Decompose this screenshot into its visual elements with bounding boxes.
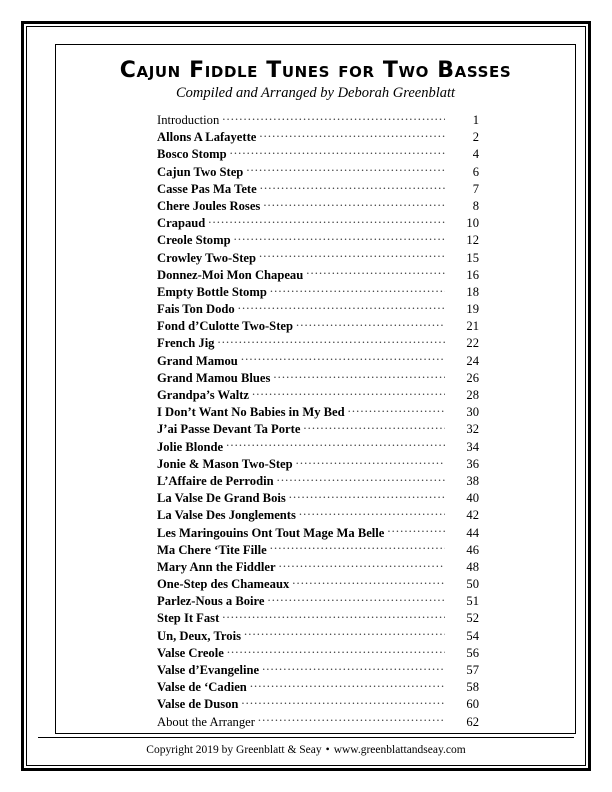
toc-leader-dots	[259, 129, 445, 141]
toc-entry-page-number: 15	[466, 250, 479, 265]
toc-entry[interactable]	[157, 129, 479, 146]
toc-entry-page-number: 22	[466, 336, 479, 351]
toc-entry-title: Empty Bottle Stomp	[157, 284, 267, 299]
toc-entry-title: French Jig	[157, 336, 215, 351]
table-of-contents	[157, 112, 479, 731]
toc-leader-dots	[208, 215, 445, 227]
toc-entry[interactable]	[157, 456, 479, 473]
toc-entry-title: Step It Fast	[157, 611, 220, 626]
toc-entry-title: Donnez-Moi Mon Chapeau	[157, 267, 304, 282]
toc-leader-dots	[303, 421, 445, 433]
toc-leader-dots	[277, 473, 445, 485]
toc-entry-page-number: 54	[466, 628, 479, 643]
toc-entry-title: Valse Creole	[157, 645, 224, 660]
toc-entry[interactable]	[157, 490, 479, 507]
toc-entry-title: Parlez-Nous a Boire	[157, 594, 265, 609]
toc-leader-dots	[234, 232, 445, 244]
toc-entry-title: Crowley Two-Step	[157, 250, 256, 265]
toc-entry[interactable]	[157, 198, 479, 215]
toc-entry-title: L’Affaire de Perrodin	[157, 473, 274, 488]
toc-entry-page-number: 8	[472, 198, 479, 213]
toc-entry-page-number: 6	[472, 164, 479, 179]
toc-entry[interactable]	[157, 301, 479, 318]
toc-entry-title: Un, Deux, Trois	[157, 628, 241, 643]
toc-leader-dots	[230, 146, 445, 158]
toc-entry[interactable]	[157, 628, 479, 645]
toc-leader-dots	[258, 714, 445, 726]
toc-entry-page-number: 46	[466, 542, 479, 557]
toc-entry[interactable]	[157, 267, 479, 284]
toc-leader-dots	[270, 284, 445, 296]
toc-entry[interactable]	[157, 439, 479, 456]
toc-entry-title: Fais Ton Dodo	[157, 302, 235, 317]
toc-leader-dots	[244, 628, 445, 640]
toc-entry-title: La Valse Des Jonglements	[157, 508, 296, 523]
toc-leader-dots	[268, 593, 446, 605]
toc-entry-page-number: 1	[472, 113, 479, 127]
toc-entry-page-number: 50	[466, 577, 479, 592]
toc-entry[interactable]	[157, 146, 479, 163]
toc-entry[interactable]	[157, 421, 479, 438]
toc-leader-dots	[222, 610, 445, 622]
footer-divider	[38, 737, 574, 738]
toc-entry-title: Bosco Stomp	[157, 147, 227, 162]
toc-entry-page-number: 38	[466, 473, 479, 488]
toc-leader-dots	[262, 662, 445, 674]
toc-leader-dots	[292, 576, 445, 588]
toc-entry-page-number: 48	[466, 559, 479, 574]
footer-separator: •	[325, 744, 330, 756]
toc-entry[interactable]	[157, 576, 479, 593]
toc-entry[interactable]	[157, 525, 479, 542]
toc-entry[interactable]	[157, 645, 479, 662]
toc-entry-page-number: 4	[472, 147, 479, 162]
toc-entry-title: Grandpa’s Waltz	[157, 388, 250, 402]
toc-entry-title: Chere Joules Roses	[157, 198, 261, 213]
toc-entry-page-number: 24	[466, 353, 479, 368]
toc-leader-dots	[263, 198, 445, 210]
toc-entry-page-number: 28	[466, 388, 479, 402]
toc-entry[interactable]	[157, 507, 479, 524]
toc-entry-page-number: 60	[466, 697, 479, 712]
toc-entry-title: Grand Mamou Blues	[157, 370, 271, 385]
page-title: Cajun Fiddle Tunes for Two Basses	[119, 58, 512, 83]
toc-entry-page-number: 7	[472, 181, 479, 196]
toc-entry[interactable]	[157, 610, 479, 627]
toc-entry[interactable]	[157, 353, 479, 370]
toc-entry-title: Valse de Duson	[157, 697, 239, 712]
toc-entry-page-number: 30	[466, 405, 479, 420]
toc-leader-dots	[227, 645, 445, 657]
toc-entry-page-number: 12	[466, 233, 479, 248]
toc-entry-page-number: 16	[466, 267, 479, 282]
toc-entry[interactable]	[157, 593, 479, 610]
toc-entry-page-number: 26	[466, 370, 479, 385]
toc-entry-page-number: 52	[466, 611, 479, 626]
toc-entry-page-number: 56	[466, 645, 479, 660]
footer-website: www.greenblattandseay.com	[333, 744, 466, 756]
toc-entry-page-number: 19	[466, 302, 479, 317]
toc-entry[interactable]	[157, 387, 479, 404]
toc-entry-page-number: 58	[466, 680, 479, 695]
toc-leader-dots	[241, 353, 445, 365]
toc-entry-title: Creole Stomp	[157, 233, 231, 248]
toc-entry-page-number: 32	[466, 422, 479, 437]
toc-entry-title: Allons A Lafayette	[157, 130, 257, 145]
toc-entry-page-number: 40	[466, 491, 479, 506]
footer	[26, 742, 586, 758]
toc-leader-dots	[260, 181, 445, 193]
toc-entry-title: Introduction	[157, 113, 220, 127]
toc-entry-page-number: 44	[466, 525, 479, 540]
toc-leader-dots	[296, 318, 445, 330]
toc-entry-page-number: 62	[466, 714, 479, 729]
toc-leader-dots	[246, 164, 445, 176]
toc-entry[interactable]	[157, 232, 479, 249]
toc-leader-dots	[250, 679, 445, 691]
toc-entry[interactable]	[157, 662, 479, 679]
toc-entry-title: I Don’t Want No Babies in My Bed	[157, 405, 345, 420]
toc-entry[interactable]	[157, 679, 479, 696]
toc-leader-dots	[270, 542, 445, 554]
toc-leader-dots	[241, 696, 445, 708]
toc-entry-title: About the Arranger	[157, 714, 255, 729]
toc-entry-title: Jolie Blonde	[157, 439, 224, 454]
toc-leader-dots	[348, 404, 445, 416]
toc-entry-page-number: 51	[466, 594, 479, 609]
toc-entry[interactable]	[157, 473, 479, 490]
toc-entry-page-number: 34	[466, 439, 479, 454]
toc-entry[interactable]	[157, 164, 479, 181]
toc-entry-title: One-Step des Chameaux	[157, 577, 290, 592]
toc-leader-dots	[299, 507, 445, 519]
toc-leader-dots	[259, 250, 445, 262]
page-subtitle: Compiled and Arranged by Deborah Greenblatt	[175, 85, 456, 101]
toc-entry[interactable]	[157, 215, 479, 232]
toc-entry-title: Cajun Two Step	[157, 164, 244, 179]
toc-entry-title: Casse Pas Ma Tete	[157, 181, 257, 196]
toc-entry[interactable]	[157, 181, 479, 198]
toc-entry-page-number: 10	[466, 216, 479, 231]
toc-entry-title: Jonie & Mason Two-Step	[157, 456, 293, 471]
toc-entry[interactable]	[157, 335, 479, 352]
toc-leader-dots	[217, 335, 445, 347]
toc-entry-title: Mary Ann the Fiddler	[157, 559, 276, 574]
toc-entry[interactable]	[157, 318, 479, 335]
toc-leader-dots	[273, 370, 445, 382]
toc-leader-dots	[289, 490, 445, 502]
toc-entry-page-number: 57	[466, 663, 479, 677]
toc-entry-title: Crapaud	[157, 216, 206, 231]
toc-entry-title: Grand Mamou	[157, 353, 238, 368]
toc-entry-title: Fond d’Culotte Two-Step	[157, 319, 293, 334]
toc-entry-page-number: 21	[466, 319, 479, 334]
toc-entry-title: J’ai Passe Devant Ta Porte	[157, 422, 301, 437]
toc-entry[interactable]	[157, 284, 479, 301]
toc-entry-page-number: 18	[466, 284, 479, 299]
toc-entry[interactable]	[157, 542, 479, 559]
toc-leader-dots	[238, 301, 445, 313]
toc-entry-title: La Valse De Grand Bois	[157, 491, 286, 506]
toc-entry[interactable]	[157, 370, 479, 387]
toc-entry-page-number: 42	[466, 508, 479, 523]
toc-entry[interactable]	[157, 559, 479, 576]
toc-entry-title: Les Maringouins Ont Tout Mage Ma Belle	[157, 525, 385, 540]
toc-entry[interactable]	[157, 404, 479, 421]
toc-leader-dots	[279, 559, 445, 571]
toc-entry-page-number: 36	[466, 456, 479, 471]
toc-leader-dots	[296, 456, 445, 468]
toc-leader-dots	[252, 387, 445, 399]
footer-copyright: Copyright 2019 by Greenblatt & Seay	[146, 744, 322, 756]
toc-entry[interactable]	[157, 714, 479, 731]
toc-entry[interactable]	[157, 250, 479, 267]
toc-leader-dots	[387, 525, 445, 537]
toc-leader-dots	[306, 267, 445, 279]
toc-entry-title: Valse de ‘Cadien	[157, 680, 247, 695]
toc-leader-dots	[226, 439, 445, 451]
toc-entry-title: Ma Chere ‘Tite Fille	[157, 542, 267, 557]
toc-entry[interactable]	[157, 696, 479, 713]
toc-leader-dots	[222, 112, 445, 124]
toc-entry-title: Valse d’Evangeline	[157, 663, 260, 677]
toc-entry[interactable]	[157, 112, 479, 129]
toc-entry-page-number: 2	[472, 130, 479, 145]
